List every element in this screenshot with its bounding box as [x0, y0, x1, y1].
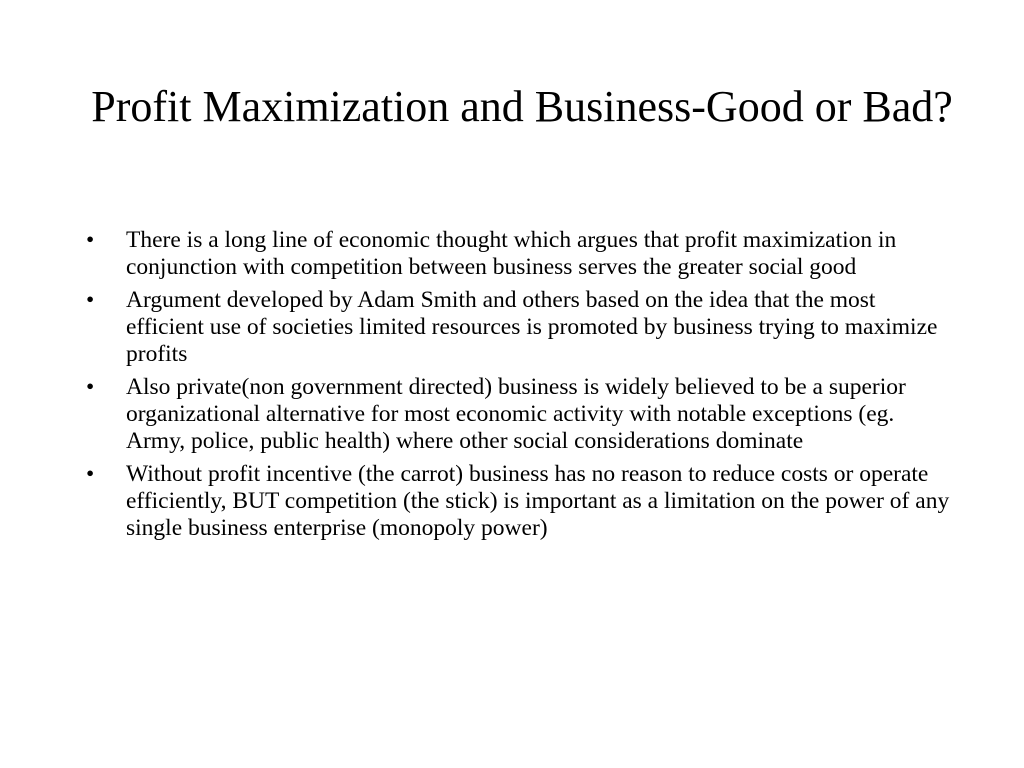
bullet-item	[86, 227, 954, 281]
bullet-item	[86, 287, 954, 368]
bullet-text: Argument developed by Adam Smith and others based on the idea that the most efficient use of societies limited resources is promoted by business trying to maximize profits	[126, 287, 938, 367]
bullet-item	[86, 374, 954, 455]
bullet-list	[86, 227, 954, 548]
bullet-icon: •	[86, 374, 95, 400]
bullet-text: Without profit incentive (the carrot) business has no reason to reduce costs or operate efficiently, BUT competition (the stick) is important as a limitation on the power of any single business enterprise (monopoly power)	[126, 461, 950, 541]
slide-title: Profit Maximization and Business-Good or Bad?	[91, 82, 953, 131]
bullet-text: Also private(non government directed) business is widely believed to be a superior organizational alternative for most economic activity with notable exceptions (eg. Army, police, public health) where other social considerations dominate	[126, 374, 906, 454]
bullet-item	[86, 461, 954, 542]
bullet-icon: •	[86, 287, 95, 313]
bullet-icon: •	[86, 227, 95, 253]
bullet-text: There is a long line of economic thought which argues that profit maximization in conjunction with competition between business serves the greater social good	[126, 227, 897, 280]
bullet-icon: •	[86, 461, 95, 487]
